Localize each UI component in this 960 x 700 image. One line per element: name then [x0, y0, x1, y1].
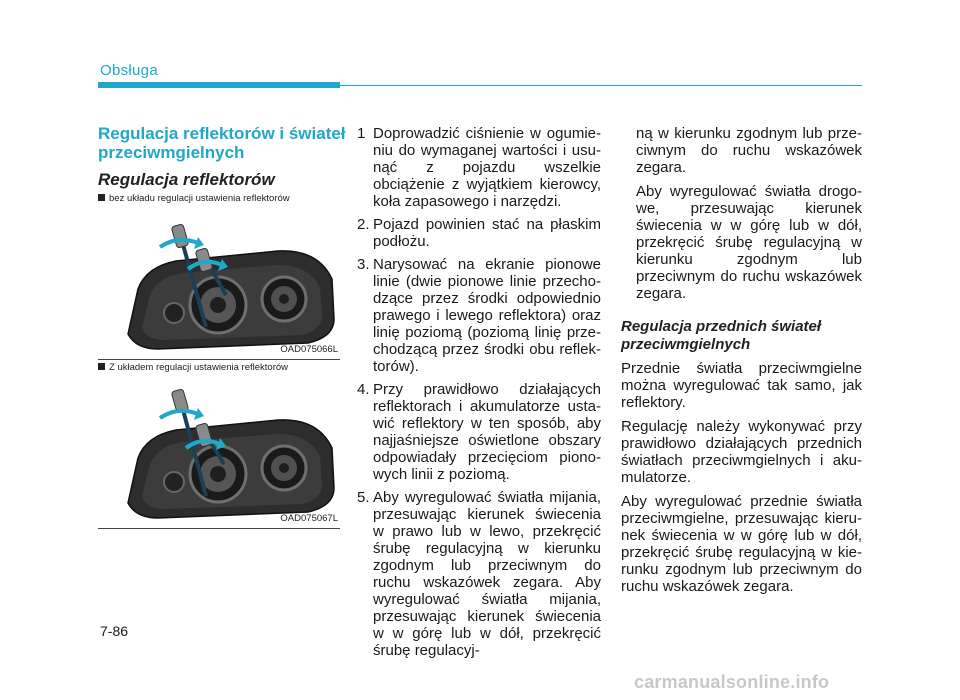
header-rule-thick: [98, 82, 340, 88]
figure-headlamp-with-leveling: [98, 362, 340, 526]
paragraph: Regulację należy wykonywać przy prawidłowo działających przednich światłach przeciwmgielnych i akumulatorze.: [621, 418, 862, 486]
list-item: 1 Doprowadzić ciśnienie w ogumieniu do wymaganej wartości i usunąć z pojazdu wszelkie obciążenie z wyjątkiem kierowcy, koła zapasowego i narzędzi.: [357, 125, 601, 210]
paragraph: Przednie światła przeciwmgielne można wyregulować tak samo, jak reflektory.: [621, 360, 862, 411]
figure-caption: bez układu regulacji ustawienia reflektorów: [98, 193, 340, 205]
headlamp-illustration: [98, 378, 340, 526]
bullet-square-icon: [98, 363, 105, 370]
figure-divider: [98, 528, 340, 529]
list-item: 4. Przy prawidłowo działających reflektorach i akumulatorze ustawić reflektory w ten sposób, aby najjaśniejsze oświetlone obszary odpowiadały przecięciom pionowych linii z poziomą.: [357, 381, 601, 483]
subsection-heading: Regulacja reflektorów: [98, 170, 275, 189]
left-column: [98, 124, 346, 190]
figure-headlamp-without-leveling: [98, 193, 340, 357]
figure-code: OAD075066L: [280, 344, 338, 355]
bullet-square-icon: [98, 194, 105, 201]
headlamp-illustration: [98, 209, 340, 357]
figure-divider: [98, 359, 340, 360]
page-number: 7-86: [100, 623, 129, 639]
headlamp-icon: [98, 209, 340, 357]
watermark: carmanualsonline.info: [634, 672, 830, 692]
section-title: Obsługa: [100, 62, 158, 79]
figure-caption: Z układem regulacji ustawienia reflektorów: [98, 362, 340, 374]
headlamp-icon: [98, 378, 340, 526]
fog-lamp-heading: Regulacja przednich świateł przeciwmgielnych: [621, 318, 822, 353]
step-continuation: ną w kierunku zgodnym lub przeciwnym do ruchu wskazówek zegara.: [636, 125, 862, 176]
right-column: [621, 125, 862, 602]
figure-code: OAD075067L: [280, 513, 338, 524]
header-rule-thin: [340, 85, 862, 86]
list-item: 3. Narysować na ekranie pionowe linie (dwie pionowe linie przechodzące przez środki odpowiednio prawego i lewego reflektora) oraz linię poziomą (poziomą linię przechodzącą przez środki obu reflektorów).: [357, 256, 601, 375]
paragraph: Aby wyregulować przednie światła przeciwmgielne, przesuwając kierunek świecenia w w górę lub w dół, przekręcić śrubę regulacyjną w kierunku zgodnym lub przeciwnym do ruchu wskazówek zegara.: [621, 493, 862, 595]
list-item: 5. Aby wyregulować światła mijania, przesuwając kierunek świecenia w prawo lub w lewo, przekręcić śrubę regulacyjną w kierunku zgodnym lub przeciwnym do ruchu wskazówek zegara. Aby wyregulować światła mijania, przesuwając kierunek świecenia w w górę lub w dół, przekręcić śrubę regulacyj-: [357, 489, 601, 659]
steps-column: [358, 125, 601, 665]
list-item: 2. Pojazd powinien stać na płaskim podłożu.: [357, 216, 601, 250]
section-heading: Regulacja reflektorów i świateł przeciwmgielnych: [98, 124, 346, 162]
step-continuation: Aby wyregulować światła drogowe, przesuwając kierunek świecenia w w górę lub w dół, przekręcić śrubę regulacyjną w kierunku zgodnym lub przeciwnym do ruchu wskazówek zegara.: [636, 183, 862, 302]
